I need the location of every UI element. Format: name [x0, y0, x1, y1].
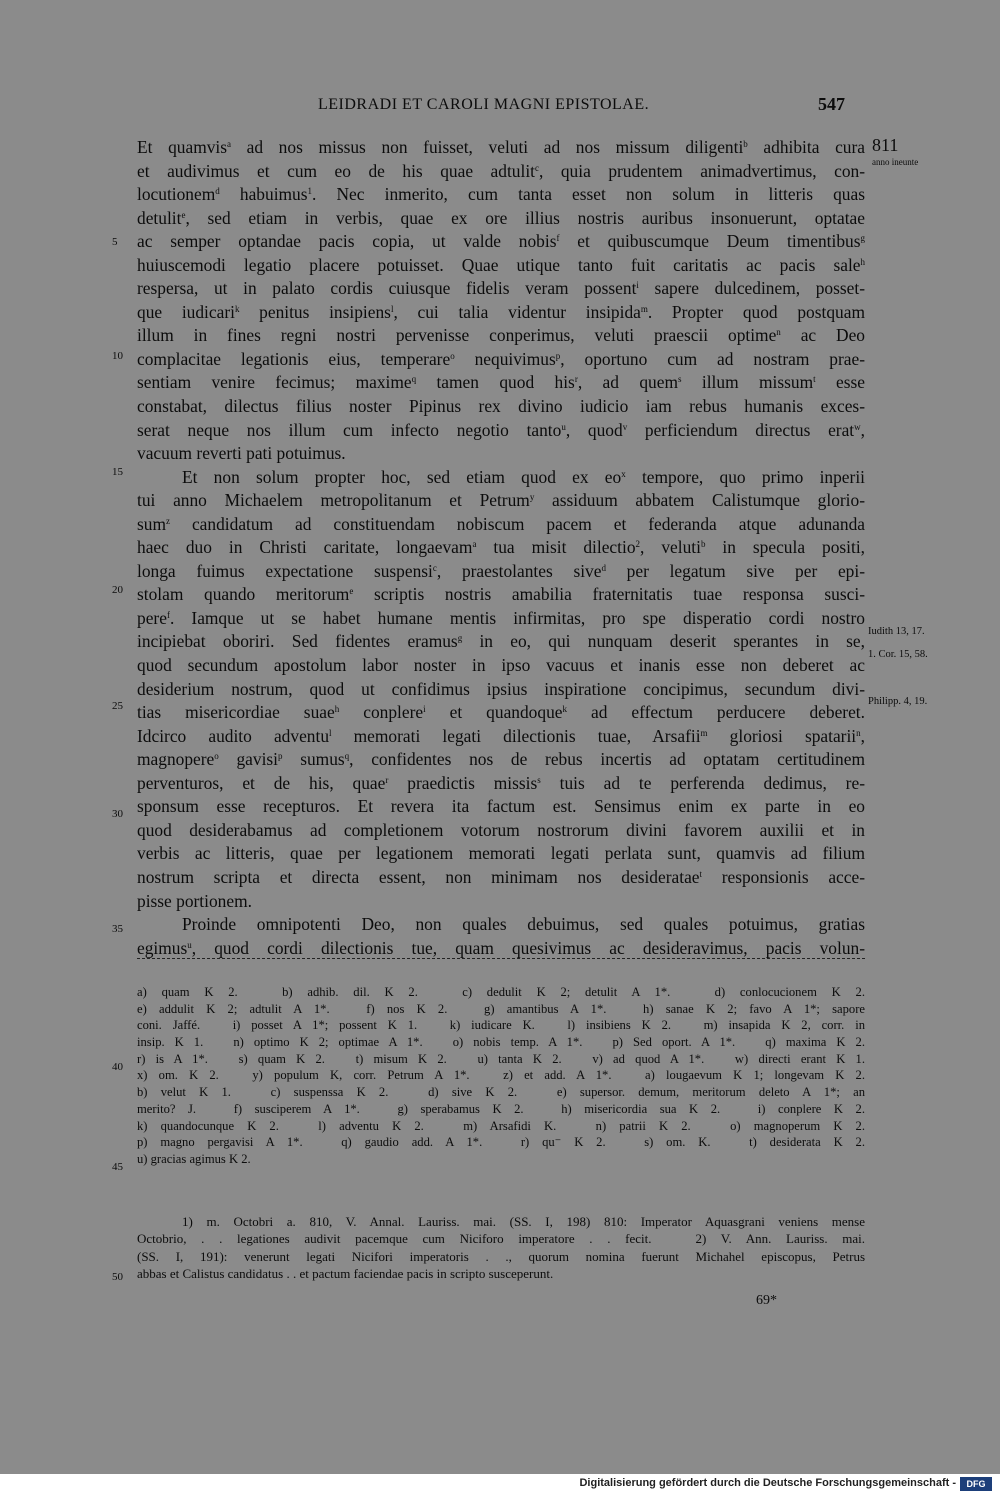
apparatus-line: a) quam K 2. b) adhib. dil. K 2. c) dedulit K 2; detulit A 1*. d) conlocucionem K 2.	[137, 985, 865, 999]
apparatus-line: u) gracias agimus K 2.	[137, 1151, 251, 1166]
margin-ref-philippians: Philipp. 4, 19.	[868, 696, 928, 707]
text-line: sum$^z$ candidatum ad constituendam nobiscum pacem et federanda atque adunanda	[137, 513, 865, 534]
text-line: huiuscemodi legatio placere potuisset. Quae utique tanto fuit caritatis ac pacis sale$^h$	[137, 254, 865, 275]
funding-note: Digitalisierung gefördert durch die Deutsche Forschungsgemeinschaft -	[579, 1477, 956, 1489]
note-line: Octobrio, . . legationes audivit pacemque cum Niciforo imperatore . . fecit. 2) V. Ann. Lauriss. mai.	[137, 1231, 865, 1247]
apparatus-line: k) quandocunque K 2. l) adventu K 2. m) Arsafidi K. n) patrii K 2. o) magnoperum K 2.	[137, 1118, 865, 1133]
text-line: quod secundum apostolum labor noster in ipso vacuus et inanis esse non deberet ac	[137, 655, 865, 676]
signature-mark: 69*	[756, 1293, 777, 1308]
line-number: 15	[112, 466, 123, 478]
apparatus-line: r) is A 1*. s) quam K 2. t) misum K 2. u) tanta K 2. v) ad quod A 1*. w) directi erant K 1.	[137, 1051, 865, 1066]
text-line: ac semper optandae pacis copia, ut valde nobis$^f$ et quibuscumque Deum timentibus$^g$	[137, 231, 865, 252]
running-header	[0, 96, 1000, 120]
apparatus-line: x) om. K 2. y) populum K, corr. Petrum A 1*. z) et add. A 1*. a) lougaevum K 1; longevam K 2.	[137, 1068, 865, 1083]
page-number: 547	[818, 94, 845, 114]
text-line: locutionem$^d$ habuimus$^1$. Nec inmerito, cum tanta esset non solum in litteris quas	[137, 184, 865, 205]
text-line: verbis ac litteris, quae per legationem memorati legati perlata sunt, quamvis ad filium	[137, 843, 865, 864]
margin-year: 811	[872, 135, 899, 155]
text-line: sentiam venire fecimus; maxime$^q$ tamen quod his$^r$, ad quem$^s$ illum missum$^t$ esse	[137, 372, 865, 393]
text-line: detulit$^e$, sed etiam in verbis, quae ex ore illius nostris auribus insonuerunt, optatae	[137, 207, 865, 228]
text-line: tui anno Michaelem metropolitanum et Petrum$^y$ assiduum abbatem Calistumque glorio-	[137, 490, 865, 511]
line-number: 45	[112, 1161, 123, 1173]
note-line: abbas et Calistus candidatus . . et pactum faciendae pacis in scripto susceperunt.	[137, 1265, 554, 1281]
text-line: Idcirco audito adventu$^l$ memorati legati dilectionis tuae, Arsafii$^m$ gloriosi spatarii$^n$,	[137, 725, 865, 746]
apparatus-line: e) addulit K 2; adtulit A 1*. f) nos K 2. g) amantibus A 1*. h) sanae K 2; favo A 1*; sapore	[137, 1001, 865, 1016]
critical-apparatus	[137, 984, 865, 1168]
footer-bar	[0, 1474, 1000, 1494]
text-line: Et quamvis$^a$ ad nos missus non fuisset, veluti ad nos missum diligenti$^b$ adhibita cura	[137, 137, 865, 157]
margin-note: anno ineunte	[872, 157, 919, 167]
margin-ref-corinthians: 1. Cor. 15, 58.	[868, 649, 928, 660]
historical-notes	[137, 1213, 865, 1282]
text-line: pere$^f$. Iamque ut se habet humane mentis infirmitas, pro spe disperatio cordi nostro	[137, 607, 865, 628]
line-number: 10	[112, 350, 123, 362]
text-line: vacuum reverti pati potuimus.	[137, 443, 346, 464]
text-line: longa fuimus expectatione suspensi$^c$, praestolantes sive$^d$ per legatum sive per epi-	[137, 560, 865, 581]
margin-ref-iudith: Iudith 13, 17.	[868, 626, 925, 637]
text-line: egimus$^u$, quod cordi dilectionis tue, quam quesivimus ac desideravimus, pacis volun-	[137, 937, 865, 958]
apparatus-line: p) magno pergavisi A 1*. q) gaudio add. A 1*. r) qu⁻ K 2. s) om. K. t) desiderata K 2.	[137, 1135, 865, 1150]
line-number: 40	[112, 1061, 123, 1073]
line-number: 20	[112, 584, 123, 596]
line-number: 30	[112, 808, 123, 820]
text-line: sponsum esse recepturos. Et revera ita factum est. Sensimus enim ex parte in eo	[137, 796, 865, 817]
apparatus-line: coni. Jaffé. i) posset A 1*; possent K 1. k) iudicare K. l) insibiens K 2. m) insapida K 2, corr. in	[137, 1018, 865, 1033]
text-line: que iudicari$^k$ penitus insipiens$^l$, cui talia videntur insipida$^m$. Propter quod postquam	[137, 301, 865, 322]
apparatus-line: b) velut K 1. c) suspenssa K 2. d) sive K 2. e) supersor. demum, meritorum deleto A 1*; an	[137, 1085, 865, 1100]
line-number: 35	[112, 923, 123, 935]
text-line: haec duo in Christi caritate, longaevam$^a$ tua misit dilectio$^2$, veluti$^b$ in specula positi,	[137, 537, 865, 558]
line-number: 25	[112, 700, 123, 712]
text-line: nostrum scripta et directa essent, non minimam nos desideratae$^t$ responsionis acce-	[137, 866, 865, 887]
note-line: (SS. I, 191): venerunt legati Nicifori imperatoris . ., quorum nomina fuerunt Michahel episcopus, Petrus	[137, 1248, 865, 1264]
apparatus-line: insip. K 1. n) optimo K 2; optimae A 1*. o) nobis temp. A 1*. p) Sed oport. A 1*. q) maxima K 2.	[137, 1035, 865, 1050]
text-line: incipiebat oboriri. Sed fidentes eramus$^g$ in eo, qui nunquam deserit sperantes in se,	[137, 631, 865, 652]
text-line: Et non solum propter hoc, sed etiam quod ex $eo^x$ tempore, quo primo inperii	[182, 466, 865, 487]
text-line: perventuros, et de his, quae$^r$ praedictis missis$^s$ tuis ad te perferenda dedimus, re-	[137, 772, 865, 793]
text-line: complacitae legationis eius, temperare$^o$ nequivimus$^p$, oportuno cum ad nostram prae-	[137, 348, 865, 369]
line-number: 5	[112, 236, 118, 248]
text-line: desiderium nostrum, quod ut confidimus ipsius inspiratione concipimus, secundum divi-	[137, 678, 865, 699]
text-line: Proinde omnipotenti Deo, non quales debuimus, sed quales potuimus, gratias	[182, 914, 865, 935]
text-line: respersa, ut in palato cordis cuiusque fidelis veram possent$^i$ sapere dulcedinem, posset-	[137, 278, 865, 299]
running-title: LEIDRADI ET CAROLI MAGNI EPISTOLAE.	[318, 96, 650, 113]
text-line: et audivimus et cum eo de his quae adtulit$^c$, quia prudentem animadvertimus, con-	[137, 160, 866, 181]
footnote-divider	[137, 958, 865, 959]
text-line: illum in fines regni nostri pervenisse conperimus, veluti praescii optime$^n$ ac Deo	[137, 325, 865, 346]
note-line: 1) m. Octobri a. 810, V. Annal. Lauriss. mai. (SS. I, 198) 810: Imperator Aquasgrani veniens mense	[182, 1214, 865, 1229]
text-line: magnopere$^o$ gavisi$^p$ sumus$^q$, confidentes nos de rebus incertis ad optatam certitudinem	[137, 749, 865, 770]
apparatus-line: merito? J. f) susciperem A 1*. g) sperabamus K 2. h) misericordia sua K 2. i) conplere K 2.	[137, 1101, 865, 1116]
line-number: 50	[112, 1271, 123, 1283]
main-text	[137, 136, 865, 960]
text-line: stolam quando meritorum$^e$ scriptis nostris amabilia fraternitatis tuae responsa susci-	[137, 584, 865, 605]
text-line: constabat, dilectus filius noster Pipinus rex divino iudicio iam rebus humanis exces-	[137, 396, 865, 417]
dfg-logo: DFG	[960, 1477, 992, 1491]
text-line: tias misericordiae suae$^h$ conplere$^i$ et quandoque$^k$ ad effectum perducere deberet.	[137, 702, 865, 723]
text-line: serat neque nos illum cum infecto negotio tanto$^u$, quod$^v$ perficiendum directus erat$^w$,	[137, 419, 865, 440]
text-line: pisse portionem.	[137, 890, 252, 911]
text-line: quod desiderabamus ad completionem votorum nostrorum divini favorem auxilii et in	[137, 819, 865, 840]
